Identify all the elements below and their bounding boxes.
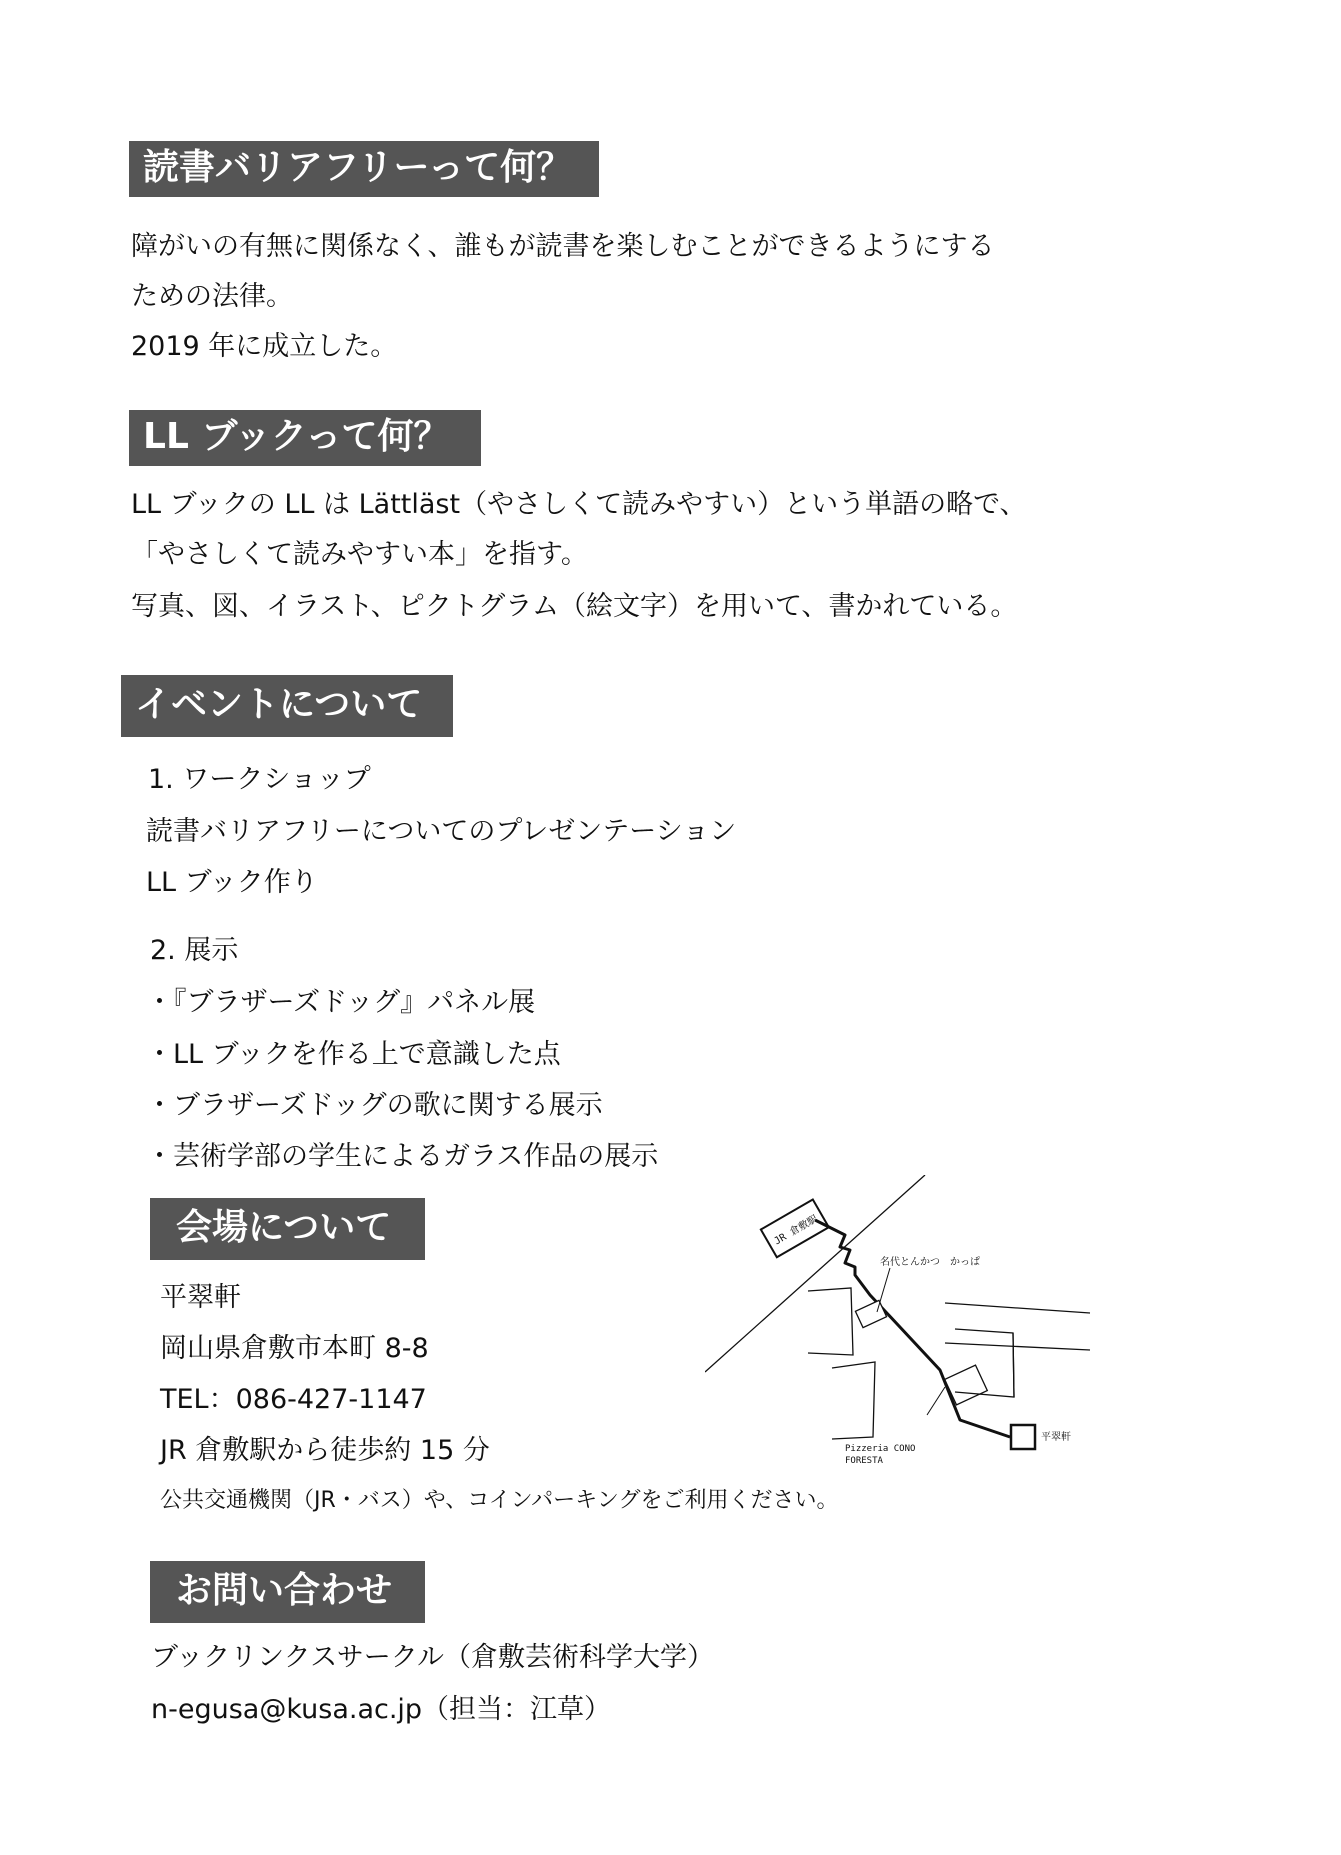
llbook-line-2: 「やさしくて読みやすい本」を指す。 <box>131 539 588 570</box>
reading-line-2: ための法律。 <box>131 281 293 312</box>
map-pizzeria-label-2: FORESTA <box>845 1456 883 1465</box>
workshop-title: 1. ワークショップ <box>148 764 371 795</box>
event-heading: イベントについて <box>121 675 453 737</box>
llbook-line-3: 写真、図、イラスト、ピクトグラム（絵文字）を用いて、書かれている。 <box>131 591 1018 622</box>
map-destination-building <box>1011 1425 1035 1449</box>
reading-line-3: 2019 年に成立した。 <box>131 331 398 362</box>
llbook-line-1: LL ブックの LL は Lättläst（やさしくて読みやすい）という単語の略で、 <box>131 489 1027 520</box>
contact-heading: お問い合わせ <box>150 1561 425 1623</box>
workshop-item-2: LL ブック作り <box>146 867 318 898</box>
exhibit-item-1: ・『ブラザーズドッグ』パネル展 <box>146 987 536 1018</box>
map-pizzeria-pointer <box>927 1387 945 1415</box>
exhibit-title: 2. 展示 <box>150 935 239 966</box>
map-block-left <box>808 1288 853 1355</box>
map-station-label: JR 倉敷駅 <box>772 1213 820 1248</box>
map-restaurant-building <box>855 1300 886 1327</box>
map-route <box>815 1220 1010 1437</box>
workshop-item-1: 読書バリアフリーについてのプレゼンテーション <box>146 816 737 847</box>
reading-line-1: 障がいの有無に関係なく、誰もが読書を楽しむことができるようにする <box>131 231 995 262</box>
venue-address: 岡山県倉敷市本町 8-8 <box>160 1333 429 1364</box>
map-destination-label: 平翠軒 <box>1041 1432 1071 1443</box>
map-block-right <box>955 1329 1014 1397</box>
map-restaurant-pointer <box>877 1268 890 1312</box>
venue-heading: 会場について <box>150 1198 425 1260</box>
map-street-lower <box>945 1343 1090 1350</box>
map-street-upper <box>945 1303 1090 1313</box>
map-restaurant-label: 名代とんかつ かっぱ <box>880 1257 980 1268</box>
contact-organization: ブックリンクスサークル（倉敷芸術科学大学） <box>151 1642 714 1673</box>
map-station <box>761 1200 829 1258</box>
contact-email: n-egusa@kusa.ac.jp（担当：江草） <box>151 1694 612 1725</box>
venue-access: JR 倉敷駅から徒歩約 15 分 <box>160 1435 490 1466</box>
venue-note: 公共交通機関（JR・バス）や、コインパーキングをご利用ください。 <box>160 1488 839 1513</box>
exhibit-item-4: ・芸術学部の学生によるガラス作品の展示 <box>146 1141 659 1172</box>
map-pizzeria-label-1: Pizzeria CONO <box>845 1444 916 1454</box>
reading-barrier-free-heading: 読書バリアフリーって何？ <box>129 141 599 197</box>
exhibit-item-2: ・LL ブックを作る上で意識した点 <box>146 1039 561 1070</box>
venue-phone: TEL：086-427-1147 <box>160 1384 427 1415</box>
venue-map <box>705 1175 1105 1465</box>
map-block-center <box>832 1362 875 1439</box>
exhibit-item-3: ・ブラザーズドッグの歌に関する展示 <box>146 1090 603 1121</box>
venue-name: 平翠軒 <box>160 1282 241 1313</box>
llbook-heading: LL ブックって何？ <box>129 410 481 466</box>
